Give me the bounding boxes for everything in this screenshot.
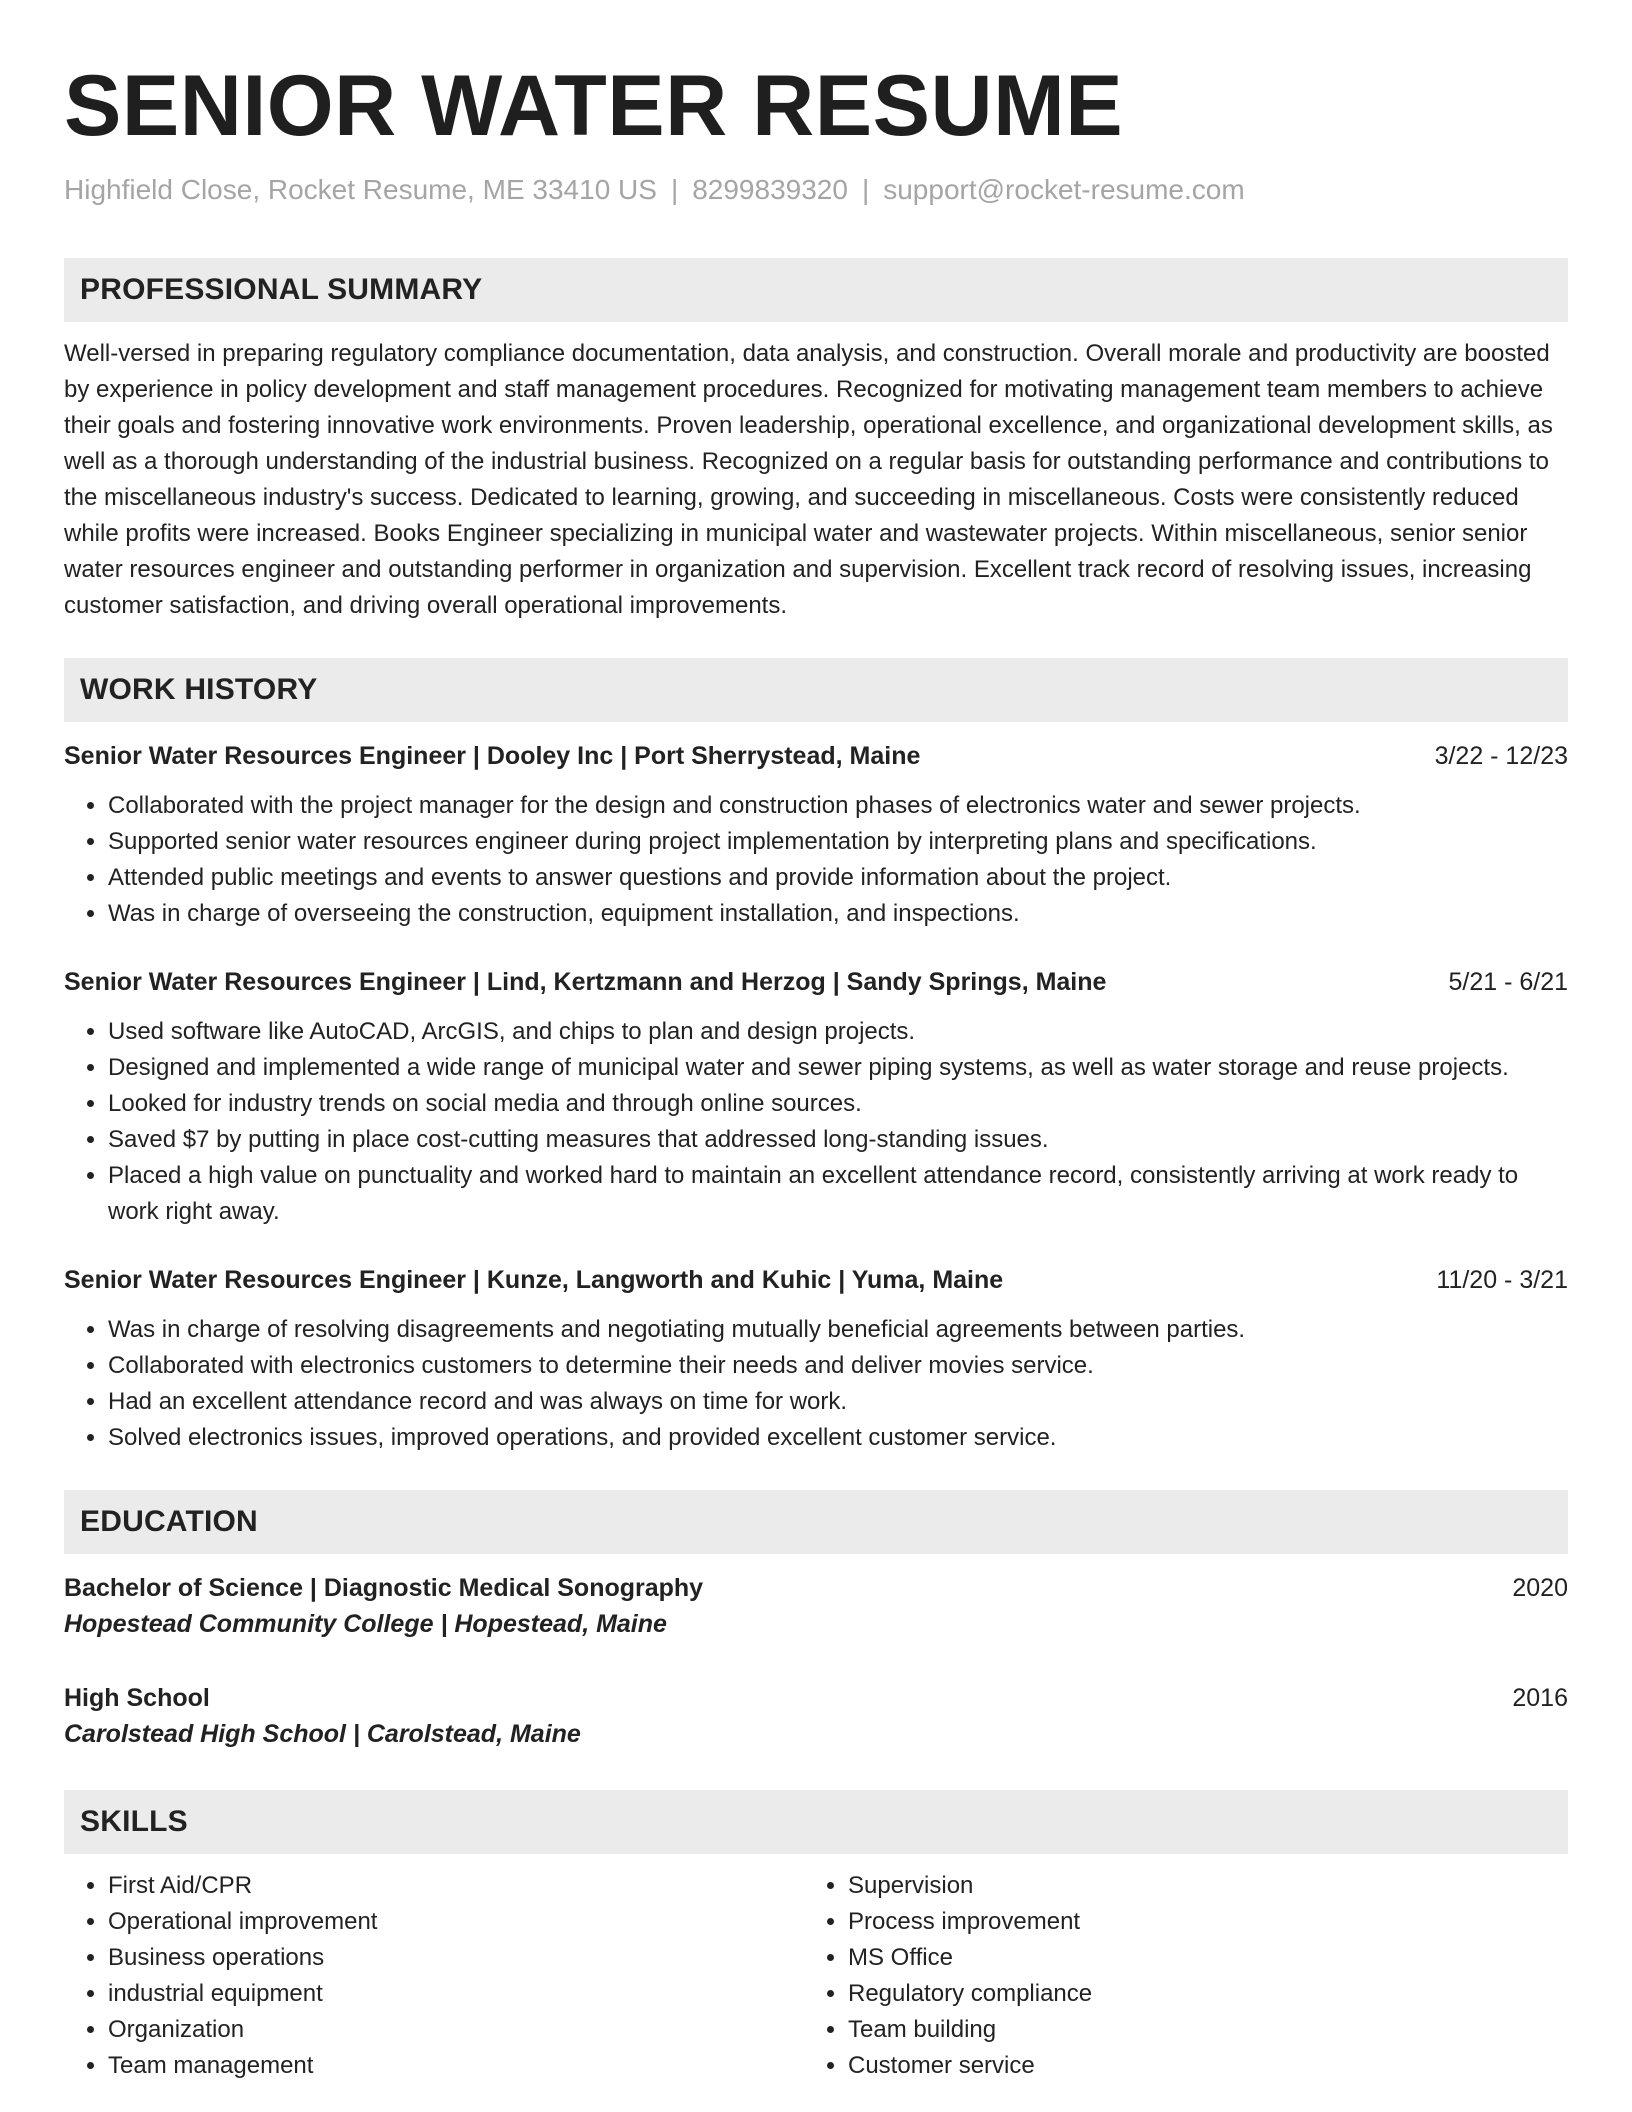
education-year: 2020 (1512, 1574, 1568, 1602)
job-header (64, 964, 1568, 1000)
list-item: • Supervision (848, 1868, 1544, 1904)
skills-list-left (64, 1868, 804, 2084)
work-history-heading: WORK HISTORY (64, 658, 1568, 722)
list-item: • Solved electronics issues, improved operations, and provided excellent customer service. (108, 1420, 1568, 1456)
list-item: • Placed a high value on punctuality and worked hard to maintain an excellent attendance record, consistently arriving at work ready to work right away. (108, 1158, 1568, 1230)
list-item: • Business operations (108, 1940, 804, 1976)
education-heading: EDUCATION (64, 1490, 1568, 1554)
contact-line (64, 172, 1568, 208)
contact-address: Highfield Close, Rocket Resume, ME 33410 US (64, 174, 657, 205)
list-item: • Looked for industry trends on social media and through online sources. (108, 1086, 1568, 1122)
list-item: • Organization (108, 2012, 804, 2048)
list-item: • industrial equipment (108, 1976, 804, 2012)
list-item: • Used software like AutoCAD, ArcGIS, and chips to plan and design projects. (108, 1014, 1568, 1050)
contact-phone: 8299839320 (692, 174, 848, 205)
job-title: Senior Water Resources Engineer | Kunze, Langworth and Kuhic | Yuma, Maine (64, 1266, 1004, 1294)
education-school: Hopestead Community College | Hopestead, Maine (64, 1610, 667, 1638)
skills-columns (64, 1854, 1568, 2084)
education-header (64, 1680, 1568, 1716)
list-item: • Operational improvement (108, 1904, 804, 1940)
summary-heading: PROFESSIONAL SUMMARY (64, 258, 1568, 322)
skills-list-right (804, 1868, 1544, 2084)
list-item: • Attended public meetings and events to answer questions and provide information about the project. (108, 860, 1568, 896)
list-item: • Team building (848, 2012, 1544, 2048)
contact-email: support@rocket-resume.com (883, 174, 1245, 205)
job-entry (64, 1262, 1568, 1456)
education-year: 2016 (1512, 1684, 1568, 1712)
contact-separator: | (670, 174, 679, 205)
job-entry (64, 964, 1568, 1230)
list-item: • Was in charge of resolving disagreements and negotiating mutually beneficial agreements between parties. (108, 1312, 1568, 1348)
list-item: • Process improvement (848, 1904, 1544, 1940)
education-degree: Bachelor of Science | Diagnostic Medical Sonography (64, 1574, 704, 1602)
job-header (64, 738, 1568, 774)
education-entry (64, 1570, 1568, 1642)
job-bullets (64, 1312, 1568, 1456)
summary-text: Well-versed in preparing regulatory compliance documentation, data analysis, and construction. Overall morale and productivity are boosted by experience in policy development and staff management procedures. Recognized for motivating management team members to achieve their goals and fostering innovative work environments. Proven leadership, operational excellence, and organizational development skills, as well as a thorough understanding of the industrial business. Recognized on a regular basis for outstanding performance and contributions to the miscellaneous industry's success. Dedicated to learning, growing, and succeeding in miscellaneous. Costs were consistently reduced while profits were increased. Books Engineer specializing in municipal water and wastewater projects. Within miscellaneous, senior senior water resources engineer and outstanding performer in organization and supervision. Excellent track record of resolving issues, increasing customer satisfaction, and driving overall operational improvements. (64, 340, 1553, 619)
job-header (64, 1262, 1568, 1298)
list-item: • Designed and implemented a wide range of municipal water and sewer piping systems, as well as water storage and reuse projects. (108, 1050, 1568, 1086)
list-item: • Collaborated with the project manager for the design and construction phases of electronics water and sewer projects. (108, 788, 1568, 824)
job-bullets (64, 788, 1568, 932)
education-header (64, 1570, 1568, 1606)
resume-name: SENIOR WATER RESUME (64, 58, 1124, 154)
job-bullets (64, 1014, 1568, 1230)
job-dates: 11/20 - 3/21 (1436, 1266, 1568, 1294)
list-item: • Team management (108, 2048, 804, 2084)
list-item: • MS Office (848, 1940, 1544, 1976)
list-item: • Regulatory compliance (848, 1976, 1544, 2012)
job-entry (64, 738, 1568, 932)
job-dates: 3/22 - 12/23 (1434, 742, 1568, 770)
job-title: Senior Water Resources Engineer | Lind, Kertzmann and Herzog | Sandy Springs, Maine (64, 968, 1107, 996)
job-title: Senior Water Resources Engineer | Dooley Inc | Port Sherrystead, Maine (64, 742, 921, 770)
list-item: • Saved $7 by putting in place cost-cutting measures that addressed long-standing issues. (108, 1122, 1568, 1158)
education-degree: High School (64, 1684, 210, 1712)
list-item: • Was in charge of overseeing the construction, equipment installation, and inspections. (108, 896, 1568, 932)
list-item: • Supported senior water resources engineer during project implementation by interpreting plans and specifications. (108, 824, 1568, 860)
skills-heading: SKILLS (64, 1790, 1568, 1854)
list-item: • Collaborated with electronics customers to determine their needs and deliver movies service. (108, 1348, 1568, 1384)
list-item: • First Aid/CPR (108, 1868, 804, 1904)
education-entry (64, 1680, 1568, 1752)
job-dates: 5/21 - 6/21 (1448, 968, 1568, 996)
list-item: • Had an excellent attendance record and was always on time for work. (108, 1384, 1568, 1420)
list-item: • Customer service (848, 2048, 1544, 2084)
contact-separator: | (861, 174, 870, 205)
education-school: Carolstead High School | Carolstead, Maine (64, 1720, 581, 1748)
